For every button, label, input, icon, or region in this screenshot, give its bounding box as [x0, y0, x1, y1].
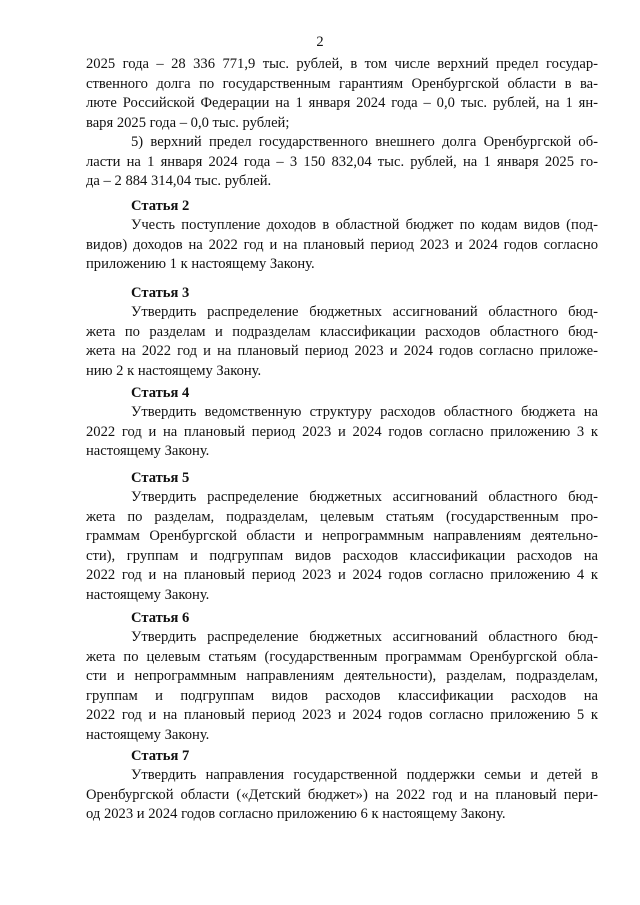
text-line: 5) верхний предел государственного внешнего долга Оренбургской об-: [131, 134, 598, 150]
article-heading: Статья 7: [131, 748, 190, 764]
text-line: группам и подгруппам видов расходов классификации расходов на: [86, 687, 598, 704]
text-line: Утвердить ведомственную структуру расходов областного бюджета на: [131, 404, 598, 420]
article-heading: Статья 2: [131, 198, 190, 214]
text-line: жета по целевым статьям (государственным программам Оренбургской обла-: [86, 648, 598, 665]
text-line: варя 2025 года – 0,0 тыс. рублей;: [86, 114, 290, 131]
article-heading: Статья 4: [131, 385, 190, 401]
text-line: видов) доходов на 2022 год и на плановый период 2023 и 2024 годов согласно: [86, 236, 598, 253]
article-6: [86, 608, 598, 745]
text-line: ственного долга по государственным гарантиям Оренбургской области в ва-: [86, 75, 598, 92]
text-line: настоящему Закону.: [86, 726, 210, 743]
text-line: жета по разделам и подразделам классификации расходов областного бюд-: [86, 323, 598, 340]
text-line: приложению 1 к настоящему Закону.: [86, 256, 315, 272]
text-line: 2022 год и на плановый период 2023 и 2024 годов согласно приложению 4 к: [86, 567, 598, 583]
intro-paragraph: [86, 55, 598, 192]
article-2: [86, 196, 598, 275]
article-4: [86, 383, 598, 462]
article-5: [86, 468, 598, 605]
text-line: люте Российской Федерации на 1 января 2024 года – 0,0 тыс. рублей, на 1 ян-: [86, 95, 598, 111]
article-heading: Статья 5: [131, 470, 190, 486]
text-line: од 2023 и 2024 годов согласно приложению 6 к настоящему Закону.: [86, 806, 506, 822]
text-line: ласти на 1 января 2024 года – 3 150 832,04 тыс. рублей, на 1 января 2025 го-: [86, 153, 598, 170]
text-line: 2025 года – 28 336 771,9 тыс. рублей, в том числе верхний предел государ-: [86, 56, 598, 72]
article-7: [86, 746, 598, 825]
article-3: [86, 283, 598, 381]
page-number: 2: [316, 34, 324, 50]
article-heading: Статья 3: [131, 285, 190, 301]
text-line: 2022 год и на плановый период 2023 и 2024 годов согласно приложению 3 к: [86, 423, 598, 440]
article-heading: Статья 6: [131, 610, 190, 626]
text-line: нию 2 к настоящему Закону.: [86, 362, 262, 379]
text-line: Оренбургской области («Детский бюджет») на 2022 год и на плановый пери-: [86, 786, 598, 803]
text-line: Утвердить направления государственной поддержки семьи и детей в: [131, 767, 598, 783]
text-line: жета по разделам, подразделам, целевым статьям (государственным про-: [86, 508, 598, 525]
text-line: сти и непрограммным направлениям деятельности), разделам, подразделам,: [86, 668, 598, 684]
text-line: сти), группам и подгруппам видов расходов классификации расходов на: [86, 547, 598, 564]
text-line: да – 2 884 314,04 тыс. рублей.: [86, 173, 272, 189]
text-line: Утвердить распределение бюджетных ассигнований областного бюд-: [131, 304, 598, 320]
text-line: настоящему Закону.: [86, 586, 210, 603]
text-line: граммам Оренбургской области и непрограммным направлениям деятельно-: [86, 528, 598, 544]
text-line: Учесть поступление доходов в областной бюджет по кодам видов (под-: [131, 217, 598, 233]
text-line: жета на 2022 год и на плановый период 2023 и 2024 годов согласно приложе-: [86, 343, 598, 359]
text-line: Утвердить распределение бюджетных ассигнований областного бюд-: [131, 629, 598, 645]
text-line: Утвердить распределение бюджетных ассигнований областного бюд-: [131, 489, 598, 505]
text-line: настоящему Закону.: [86, 443, 210, 459]
text-line: 2022 год и на плановый период 2023 и 2024 годов согласно приложению 5 к: [86, 707, 598, 723]
